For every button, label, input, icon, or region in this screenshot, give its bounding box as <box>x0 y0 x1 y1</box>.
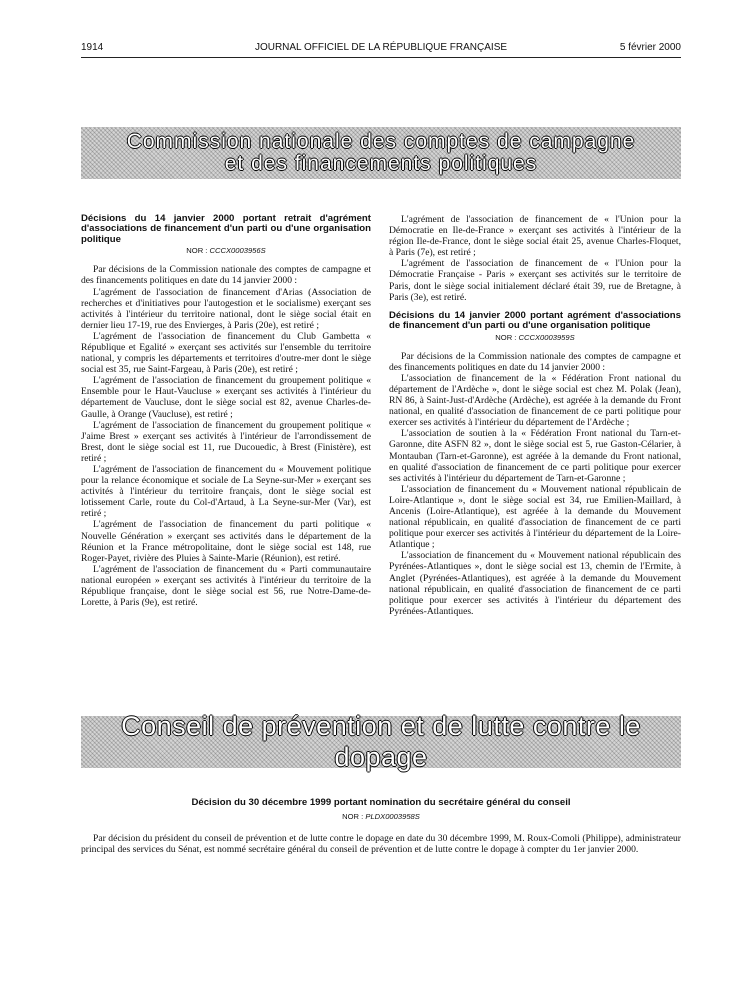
page-number: 1914 <box>81 42 104 53</box>
nor-code: PLDX0003958S <box>365 812 420 821</box>
banner-title: Conseil de prévention et de lutte contre le dopage <box>121 711 641 772</box>
banner-line-2: et des financements politiques <box>224 152 538 175</box>
right-column <box>389 214 681 617</box>
nor-code: CCCX0003959S <box>518 332 575 342</box>
journal-title: JOURNAL OFFICIEL DE LA RÉPUBLIQUE FRANÇAISE <box>254 42 508 53</box>
decision-paragraph: L'association de soutien à la « Fédération Front national du Tarn-et-Garonne, dite ASFN 82 », dont le siège social est 5, rue Gaston-Célarier, à Montauban (Tarn-et-Garonne), est agréée à la demande du Front national, en qualité d'association de financement de ce parti politique pour exercer ses activités à l'intérieur du département de Tarn-et-Garonne ; <box>389 428 681 484</box>
issue-date: 5 février 2000 <box>619 42 681 53</box>
decision-paragraph: L'agrément de l'association de financement du groupement politique « J'aime Brest » exerçant ses activités à l'intérieur de l'arrondissement de Brest, dont le siège social est 11, rue Ducouedic, à Brest (Finistère), est retiré ; <box>81 419 371 464</box>
decision-title-agrement: Décisions du 14 janvier 2000 portant agrément d'associations de financement d'un parti ou d'une organisation politique <box>389 309 681 332</box>
nor-label: NOR : <box>186 246 208 256</box>
header-rule <box>81 57 681 58</box>
page-header <box>81 40 681 56</box>
decision-paragraph: Par décisions de la Commission nationale des comptes de campagne et des financements politiques en date du 14 janvier 2000 : <box>81 264 371 287</box>
decision-paragraph: L'agrément de l'association de financement de « l'Union pour la Démocratie Française - Paris » exerçant ses activités sur le territoire de Paris, dont le siège social initialement déclaré était 39, rue de Bretagne, à Paris (3e), est retiré. <box>389 258 681 303</box>
nor-line <box>81 245 371 256</box>
left-column <box>81 214 371 608</box>
decision-paragraph: L'agrément de l'association de financement du « Mouvement politique pour la relance économique et sociale de La Seyne-sur-Mer » exerçant ses activités à l'intérieur du territoire français, dont le siège social est lotissement Carle, route du Col-d'Artaud, à La Seyne-sur-Mer (Var), est retiré ; <box>81 464 371 520</box>
decision-title-nomination: Décision du 30 décembre 1999 portant nomination du secrétaire général du conseil <box>191 797 571 808</box>
section-banner-dopage <box>81 711 681 772</box>
decision-paragraph: L'agrément de l'association de financement de « l'Union pour la Démocratie en Ile-de-France » exerçant ses activités à l'intérieur de la région Ile-de-France, dont le siège social était 25, avenue Charles-Floquet, à Paris (7e), est retiré ; <box>389 214 681 259</box>
nor-line <box>389 332 681 343</box>
decision-paragraph: Par décisions de la Commission nationale des comptes de campagne et des financements politiques en date du 14 janvier 2000 : <box>389 350 681 373</box>
nor-code: CCCX0003956S <box>209 246 266 256</box>
decision-paragraph: L'association de financement du « Mouvement national républicain des Pyrénées-Atlantiques », dont le siège social est 13, chemin de l'Ermite, à Anglet (Pyrénées-Atlantiques), est agréée à la demande du Mouvement national républicain, en qualité d'association de financement de ce parti politique pour exercer ses activités à l'intérieur du département des Pyrénées-Atlantiques. <box>389 550 681 617</box>
banner-line-1: Commission nationale des comptes de campagne <box>126 130 636 153</box>
decision-paragraph: L'agrément de l'association de financement du Club Gambetta « République et Egalité » exerçant ses activités sur l'ensemble du territoire national, y compris les départements et territoires d'outre-mer dont le siège social est 35, rue Saint-Fargeau, à Paris (20e), est retiré ; <box>81 330 371 376</box>
section-banner-commission <box>81 127 681 179</box>
decision-paragraph: L'agrément de l'association de financement du groupement politique « Ensemble pour le Haut-Vaucluse » exerçant ses activités à l'intérieur du département de Vaucluse, dont le siège social est 82, avenue Charles-de-Gaulle, à Orange (Vaucluse), est retiré ; <box>81 375 371 420</box>
nor-line <box>81 812 681 821</box>
decision-paragraph: L'agrément de l'association de financement du parti politique « Nouvelle Génération » exerçant ses activités dans le département de la Réunion et la France métropolitaine, dont le siège social est 148, rue Roger-Payet, rivière des Pluies à Sainte-Marie (Réunion), est retiré. <box>81 519 371 564</box>
decision-title-retrait: Décisions du 14 janvier 2000 portant retrait d'agrément d'associations de financement d'un parti ou d'une organisation politique <box>81 213 371 245</box>
decision-paragraph: L'association de financement du « Mouvement national républicain de Loire-Atlantique », dont le siège social est 34, rue Emilien-Maillard, à Ancenis (Loire-Atlantique), est agréée à la demande du Mouvement national républicain, en qualité d'association de financement de ce parti politique pour exercer ses activités à l'intérieur du département de la Loire-Atlantique ; <box>389 483 681 551</box>
nor-label: NOR : <box>342 812 364 821</box>
decision-paragraph: Par décision du président du conseil de prévention et de lutte contre le dopage en date du 30 décembre 1999, M. Roux-Comoli (Philippe), administrateur principal des services du Sénat, est nommé secrétaire général du conseil de prévention et de lutte contre le dopage à compter du 1er janvier 2000. <box>81 833 681 856</box>
decision-paragraph: L'agrément de l'association de financement du « Parti communautaire national européen » exerçant ses activités à l'intérieur du territoire de la République française, dont le siège social est 56, rue Notre-Dame-de-Lorette, à Paris (9e), est retiré. <box>81 563 371 609</box>
decision-paragraph: L'agrément de l'association de financement d'Arias (Association de recherches et d'initiatives pour l'autogestion et le socialisme) exerçant ses activités à l'intérieur du territoire national, dont le siège social était en dernier lieu 17-19, rue des Envierges, à Paris (20e), est retiré ; <box>81 286 371 331</box>
decision-paragraph: L'association de financement de la « Fédération Front national du département de l'Ardèche », dont le siège social est chez M. Polak (Jean), RN 86, à Saint-Just-d'Ardèche (Ardèche), est agréée à la demande du Front national, en qualité d'association de financement de ce parti politique pour exercer ses activités à l'intérieur du département de l'Ardèche ; <box>389 372 681 429</box>
nor-label: NOR : <box>495 332 517 342</box>
